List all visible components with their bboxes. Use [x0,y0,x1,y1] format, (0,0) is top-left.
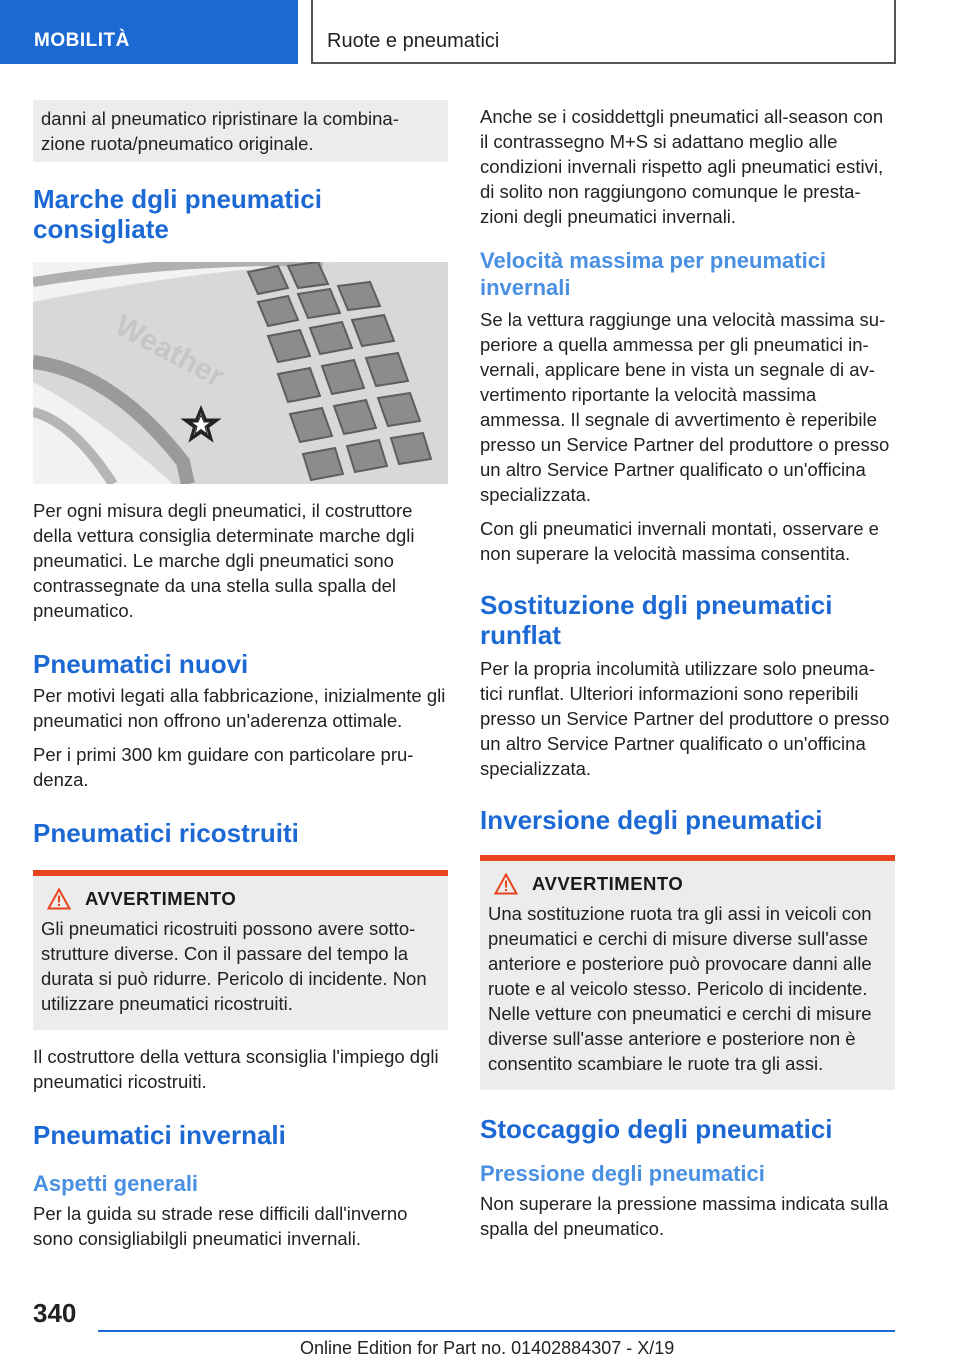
runflat-text: Per la propria incolumità utilizzare solo pneuma-tici runflat. Ulteriori informazioni sono reperibili presso un Service Partner del produttore o presso un altro Service Partner qualificato o un'officina specializzata. [480,658,890,779]
general-aspects-text: Per la guida su strade rese difficili dall'inverno sono consigliabilgli pneumatici invernali. [33,1203,408,1249]
max-speed-text-1: Se la vettura raggiunge una velocità massima su-periore a quella ammessa per gli pneumatici in-vernali, applicare bene in vista un segnale di av-vertimento riportante la velocità massima ammessa. Il segnale di avvertimento è reperibile presso un Service Partner del produttore o presso un altro Service Partner qualificato o un'officina specializzata. [480,309,890,505]
heading-rotation: Inversione degli pneumatici [480,805,823,835]
heading-retreaded-tires: Pneumatici ricostruiti [33,818,299,848]
recommended-text: Per ogni misura degli pneumatici, il costruttore della vettura consiglia determinate marche dgli pneumatici. Le marche dgli pneumatici sono contrassegnate da una stella sulla spalla del pneumatico. [33,500,415,621]
retread-text: Il costruttore della vettura sconsiglia l'impiego dgli pneumatici ricostruiti. [33,1046,439,1092]
warning-triangle-icon [47,888,71,910]
heading-max-speed: Velocità massima per pneumatici invernali [480,248,827,300]
chapter-tab: Ruote e pneumatici [311,0,896,64]
new-tires-text-1: Per motivi legati alla fabbricazione, inizialmente gli pneumatici non offrono un'aderenza ottimale. [33,685,446,731]
heading-pressure: Pressione degli pneumatici [480,1161,765,1186]
warning-text: Una sostituzione ruota tra gli assi in veicoli con pneumatici e cerchi di misure diverse sull'asse anteriore e posteriore può provocare danni alle ruote e al veicolo stesso. Pericolo di incidente. Nelle vetture con pneumatici e cerchi di misure diverse sull'asse anteriore e posteriore non è consentito scambiare le ruote tra gli assi. [488,903,872,1074]
note-text: danni al pneumatico ripristinare la combina-zione ruota/pneumatico originale. [41,108,399,154]
warning-triangle-icon [494,873,518,895]
footer-divider [98,1330,895,1332]
continued-note [33,100,448,162]
right-column [480,100,895,1250]
tire-star-figure [33,262,448,484]
heading-storage: Stoccaggio degli pneumatici [480,1114,833,1144]
warning-box-rotation [480,855,895,1090]
warning-header [41,888,440,910]
heading-general-aspects: Aspetti generali [33,1171,199,1196]
svg-text:Weather: Weather [109,309,230,394]
warning-text: Gli pneumatici ricostruiti possono avere sotto-strutture diverse. Con il passare del tempo la durata si può ridurre. Pericolo di incidente. Non utilizzare pneumatici ricostruiti. [41,918,427,1014]
heading-new-tires: Pneumatici nuovi [33,649,249,679]
edition-text: Online Edition for Part no. 01402884307 - X/19 [300,1338,675,1358]
warning-box-retread [33,870,448,1030]
section-tab: MOBILITÀ [0,0,298,64]
heading-winter-tires: Pneumatici invernali [33,1120,286,1150]
page-header [0,0,960,66]
heading-recommended-brands: Marche dgli pneumatici consigliate [33,184,322,244]
pressure-text: Non superare la pressione massima indicata sulla spalla del pneumatico. [480,1193,889,1239]
warning-title: AVVERTIMENTO [85,888,237,909]
left-column [33,100,448,1260]
new-tires-text-2: Per i primi 300 km guidare con particolare pru-denza. [33,744,414,790]
warning-header [488,873,887,895]
max-speed-text-2: Con gli pneumatici invernali montati, osservare e non superare la velocità massima consentita. [480,518,879,564]
warning-title: AVVERTIMENTO [532,873,684,894]
page-number: 340 [33,1298,77,1328]
heading-runflat: Sostituzione dgli pneumatici runflat [480,590,833,650]
all-season-text: Anche se i cosiddettgli pneumatici all-season con il contrassegno M+S si adattano meglio alle condizioni invernali rispetto agli pneumatici estivi, di solito non raggiungono comunque le presta-zioni degli pneumatici invernali. [480,106,884,227]
